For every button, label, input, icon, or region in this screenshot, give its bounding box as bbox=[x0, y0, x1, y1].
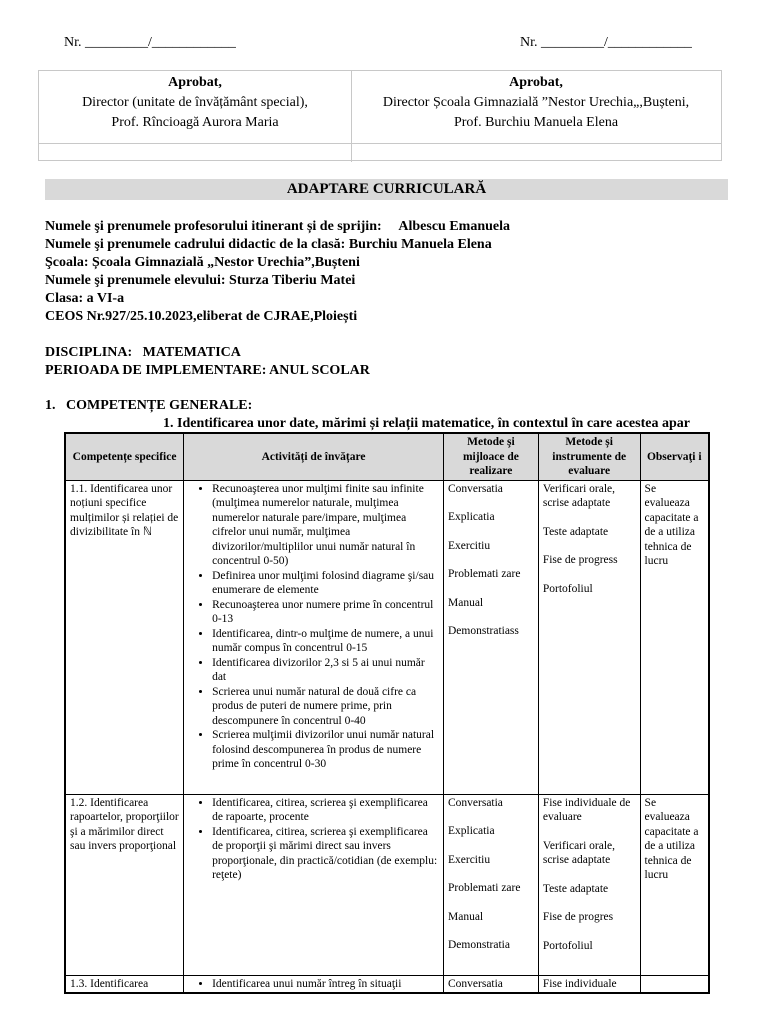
evaluation-item: Fise de progres bbox=[542, 911, 614, 923]
approval-left-line1: Director (unitate de învățământ special), bbox=[82, 95, 308, 110]
method-item: Conversatia bbox=[447, 796, 503, 809]
implementation-period: PERIOADA DE IMPLEMENTARE: ANUL SCOLAR bbox=[45, 363, 370, 378]
info-class: Clasa: a VI-a bbox=[45, 291, 125, 306]
activity-item: • Identificarea, citirea, scrierea şi exemplificarea de rapoarte, procente bbox=[212, 796, 439, 825]
header-methods: Metode şi mijloace de realizare bbox=[443, 433, 538, 480]
approval-right-line1: Director Școala Gimnazială ”Nestor Urechia„,Bușteni, bbox=[382, 95, 690, 110]
activity-item: • Scrierea mulţimii divizorilor unui număr natural folosind descompunerea în produs de numere prime în concentrul 0-30 bbox=[212, 728, 439, 772]
activity-item: • Recunoaşterea unor numere prime în concentrul 0-13 bbox=[212, 598, 439, 627]
row-evaluation bbox=[538, 794, 640, 975]
row-competence: 1.3. Identificarea bbox=[65, 975, 184, 993]
section-heading: 1. COMPETENȚE GENERALE: bbox=[45, 398, 253, 413]
approval-right-title: Aprobat, bbox=[509, 75, 563, 90]
approval-right bbox=[351, 71, 721, 145]
header-activities: Activități de învățare bbox=[184, 433, 444, 480]
method-item: Demonstratiass bbox=[447, 625, 519, 637]
method-item: Explicatia bbox=[447, 511, 495, 523]
activity-item: • Identificarea, dintr-o mulţime de numere, a unui număr compus în concentrul 0-15 bbox=[212, 627, 439, 656]
info-student: Numele şi prenumele elevului: Sturza Tiberiu Matei bbox=[45, 273, 356, 288]
table-row bbox=[65, 975, 709, 993]
evaluation-item: Fise de progress bbox=[542, 554, 618, 566]
row-activities bbox=[184, 480, 444, 794]
method-item: Exercitiu bbox=[447, 539, 491, 552]
method-item: Conversatia bbox=[447, 977, 503, 990]
method-item: Manual bbox=[447, 910, 484, 923]
document-title: ADAPTARE CURRICULARĂ bbox=[45, 179, 728, 200]
approval-left-title: Aprobat, bbox=[168, 75, 222, 90]
evaluation-item: Fise individuale bbox=[542, 977, 617, 990]
row-observations: Se evalueaza capacitate a de a utiliza tehnica de lucru bbox=[640, 794, 709, 975]
approval-right-line2: Prof. Burchiu Manuela Elena bbox=[453, 115, 619, 130]
evaluation-item: Verificari orale, scrise adaptate bbox=[542, 482, 615, 509]
row-evaluation bbox=[538, 975, 640, 993]
row-competence: 1.2. Identificarea rapoartelor, proporţiilor şi a mărimilor direct sau invers proporţional bbox=[65, 794, 184, 975]
method-item: Problemati zare bbox=[447, 882, 521, 894]
row-observations: Se evalueaza capacitate a de a utiliza tehnica de lucru bbox=[640, 480, 709, 794]
row-activities bbox=[184, 794, 444, 975]
header-evaluation: Metode și instrumente de evaluare bbox=[538, 433, 640, 480]
evaluation-item: Teste adaptate bbox=[542, 525, 609, 538]
method-item: Explicatia bbox=[447, 825, 495, 837]
row-activities bbox=[184, 975, 444, 993]
competence-table bbox=[64, 432, 710, 994]
general-competence: 1. Identificarea unor date, mărimi și relații matematice, în contextul în care acestea apar bbox=[163, 416, 690, 431]
table-row bbox=[65, 480, 709, 794]
evaluation-item: Portofoliul bbox=[542, 582, 593, 595]
nr-left: Nr. _________/____________ bbox=[64, 35, 236, 50]
header-observations: Observaţi i bbox=[640, 433, 709, 480]
activity-item: • Identificarea unui număr întreg în situaţii bbox=[212, 977, 439, 992]
method-item: Conversatia bbox=[447, 482, 503, 495]
row-competence: 1.1. Identificarea unor noțiuni specifice mulțimilor și relației de divizibilitate în ℕ bbox=[65, 480, 184, 794]
activity-item: • Identificarea divizorilor 2,3 si 5 ai unui număr dat bbox=[212, 656, 439, 685]
info-class-teacher: Numele şi prenumele cadrului didactic de la clasă: Burchiu Manuela Elena bbox=[45, 237, 492, 252]
info-ceos: CEOS Nr.927/25.10.2023,eliberat de CJRAE,Ploiești bbox=[45, 309, 358, 324]
header-competence: Competențe specifice bbox=[65, 433, 184, 480]
approval-divider bbox=[39, 143, 721, 144]
row-evaluation bbox=[538, 480, 640, 794]
method-item: Demonstratia bbox=[447, 939, 510, 951]
activity-item: • Identificarea, citirea, scrierea şi exemplificarea de proporţii şi mărimi direct sau invers proporţionale, din practică/cotidian (de exemplu: reţete) bbox=[212, 825, 439, 883]
activity-item: • Definirea unor mulţimi folosind diagrame şi/sau enumerare de elemente bbox=[212, 569, 439, 598]
table-header-row bbox=[65, 433, 709, 480]
discipline: DISCIPLINA: MATEMATICA bbox=[45, 345, 241, 360]
evaluation-item: Portofoliul bbox=[542, 939, 593, 952]
approval-box bbox=[38, 70, 722, 161]
row-methods bbox=[443, 794, 538, 975]
evaluation-item: Verificari orale, scrise adaptate bbox=[542, 839, 615, 866]
evaluation-item: Teste adaptate bbox=[542, 882, 609, 895]
activity-item: • Recunoaşterea unor mulţimi finite sau infinite (mulţimea numerelor naturale, mulţimea numerelor naturale pare/impare, mulţimea cifrelor unui număr, mulţimea divizorilor/multiplilor unui număr natural în concentrul 0-50) bbox=[212, 482, 439, 569]
row-methods bbox=[443, 480, 538, 794]
row-methods bbox=[443, 975, 538, 993]
approval-left bbox=[39, 71, 352, 162]
method-item: Exercitiu bbox=[447, 853, 491, 866]
nr-right: Nr. _________/____________ bbox=[520, 35, 692, 50]
approval-left-line2: Prof. Rîncioagă Aurora Maria bbox=[111, 115, 279, 130]
info-school: Şcoala: Școala Gimnazială „Nestor Urechia”,Bușteni bbox=[45, 255, 360, 270]
info-teacher: Numele şi prenumele profesorului itinerant și de sprijin: Albescu Emanuela bbox=[45, 219, 510, 234]
table-row bbox=[65, 794, 709, 975]
method-item: Manual bbox=[447, 596, 484, 609]
row-observations bbox=[640, 975, 709, 993]
method-item: Problemati zare bbox=[447, 568, 521, 580]
evaluation-item: Fise individuale de evaluare bbox=[542, 796, 631, 823]
activity-item: • Scrierea unui număr natural de două cifre ca produs de puteri de numere prime, prin descompunere în concentrul 0-40 bbox=[212, 685, 439, 729]
